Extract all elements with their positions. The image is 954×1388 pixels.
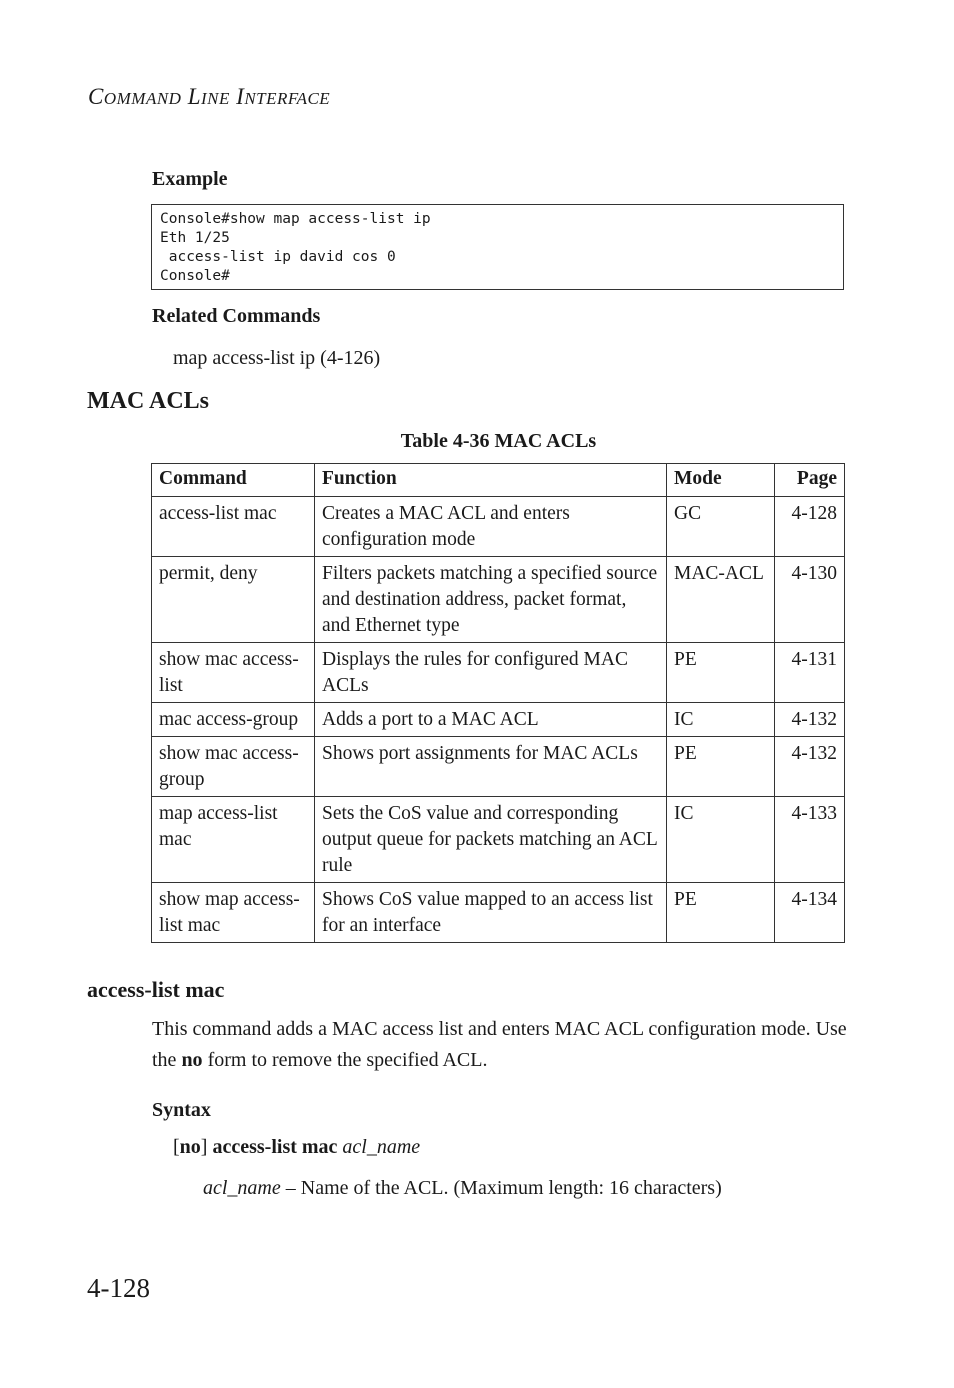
table-row: [152, 703, 845, 737]
example-code-block: Console#show map access-list ip Eth 1/25 access-list ip david cos 0 Console#: [151, 204, 844, 290]
cell-function: Filters packets matching a specified source and destination address, packet format, and Ethernet type: [315, 557, 667, 643]
cell-page: 4-130: [775, 557, 845, 643]
table-row: [152, 883, 845, 943]
cell-mode: MAC-ACL: [667, 557, 775, 643]
cell-mode: PE: [667, 737, 775, 797]
table-row: [152, 497, 845, 557]
syntax-label: Syntax: [152, 1099, 211, 1121]
cell-page: 4-131: [775, 643, 845, 703]
parameter-description: acl_name – Name of the ACL. (Maximum length: 16 characters): [203, 1177, 722, 1199]
related-commands-text: map access-list ip (4-126): [173, 347, 381, 369]
cell-mode: GC: [667, 497, 775, 557]
cell-mode: IC: [667, 797, 775, 883]
table-header-row: [152, 464, 845, 497]
cell-command: show mac access-list: [152, 643, 315, 703]
section-title: MAC ACLs: [87, 388, 210, 414]
cell-page: 4-132: [775, 737, 845, 797]
header-command: Command: [152, 464, 315, 497]
subsection-title: access-list mac: [87, 977, 225, 1002]
cell-function: Adds a port to a MAC ACL: [315, 703, 667, 737]
cell-function: Displays the rules for configured MAC ACLs: [315, 643, 667, 703]
header-mode: Mode: [667, 464, 775, 497]
example-label: Example: [152, 168, 228, 190]
table-row: [152, 797, 845, 883]
header-function: Function: [315, 464, 667, 497]
cell-function: Shows CoS value mapped to an access list for an interface: [315, 883, 667, 943]
table-caption: Table 4-36 MAC ACLs: [400, 430, 597, 452]
cell-mode: PE: [667, 883, 775, 943]
cell-function: Shows port assignments for MAC ACLs: [315, 737, 667, 797]
cell-page: 4-134: [775, 883, 845, 943]
command-description: This command adds a MAC access list and enters MAC ACL configuration mode. Use the no form to remove the specified ACL.: [152, 1018, 847, 1071]
mac-acl-table: [151, 463, 845, 943]
header-page: Page: [775, 464, 845, 497]
cell-command: access-list mac: [152, 497, 315, 557]
cell-command: show map access-list mac: [152, 883, 315, 943]
related-commands-label: Related Commands: [152, 305, 321, 327]
cell-command: show mac access-group: [152, 737, 315, 797]
page-number: 4-128: [87, 1273, 150, 1303]
cell-mode: PE: [667, 643, 775, 703]
cell-command: map access-list mac: [152, 797, 315, 883]
table-row: [152, 643, 845, 703]
cell-mode: IC: [667, 703, 775, 737]
cell-function: Creates a MAC ACL and enters configuration mode: [315, 497, 667, 557]
cell-page: 4-132: [775, 703, 845, 737]
cell-command: mac access-group: [152, 703, 315, 737]
cell-command: permit, deny: [152, 557, 315, 643]
running-head: COMMAND LINE INTERFACE: [88, 84, 331, 109]
cell-page: 4-133: [775, 797, 845, 883]
syntax-line: [no] access-list mac acl_name: [173, 1136, 421, 1158]
cell-page: 4-128: [775, 497, 845, 557]
table-row: [152, 737, 845, 797]
cell-function: Sets the CoS value and corresponding output queue for packets matching an ACL rule: [315, 797, 667, 883]
table-row: [152, 557, 845, 643]
